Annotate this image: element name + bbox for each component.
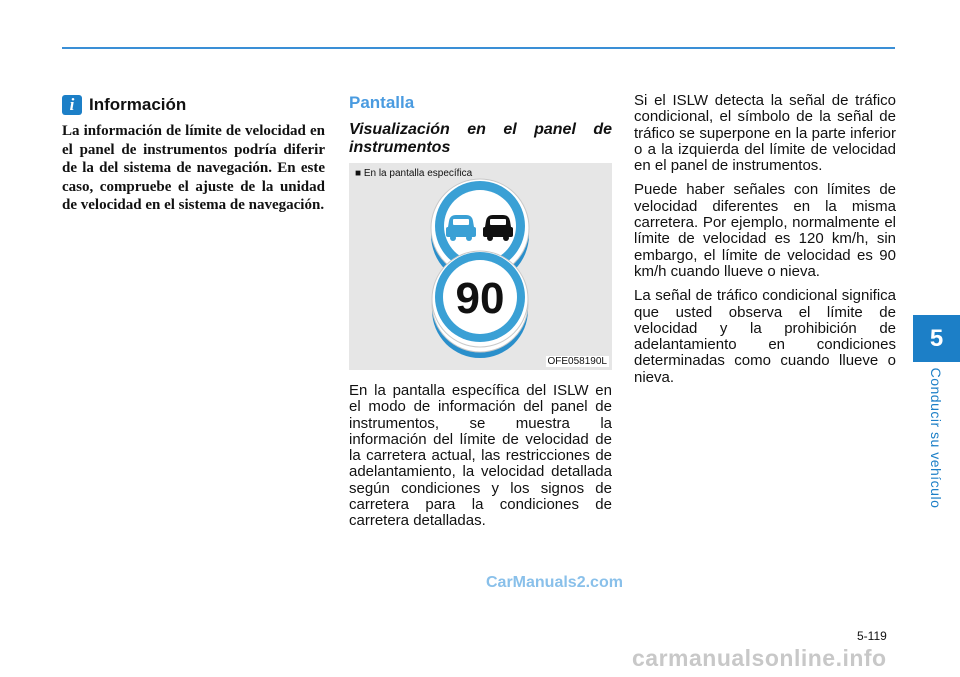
watermark-link[interactable]: CarManuals2.com (486, 574, 623, 591)
info-title: Información (89, 95, 187, 114)
info-heading (62, 95, 186, 115)
speed-limit-value: 90 (455, 274, 505, 323)
figure-caption: ■ En la pantalla específica (355, 168, 473, 179)
section-subtitle: Visualización en el panel de instrumentos (349, 121, 612, 156)
chapter-label: Conducir su vehículo (928, 367, 944, 509)
chapter-tab[interactable] (913, 315, 960, 362)
watermark-footer: carmanualsonline.info (632, 645, 887, 671)
right-column (634, 93, 896, 394)
speed-limit-sign-stack (432, 251, 528, 358)
info-body: La información de límite de velocidad en el panel de instrumentos podría diferir de la del sistema de navegación. En este caso, compruebe el ajuste de la unidad de velocidad en el sistema de navegación. (62, 123, 325, 213)
header-rule (62, 47, 895, 49)
info-icon: i (62, 95, 82, 115)
paragraph-1: Si el ISLW detecta la señal de tráfico condicional, el símbolo de la señal de tráfico se superpone en la parte inferior o a la izquierda del límite de velocidad en el panel de instrumentos. (634, 92, 896, 175)
paragraph-3: La señal de tráfico condicional significa que usted observa el límite de velocidad y la prohibición de adelantamiento en condiciones determinadas como cuando llueve o nieva. (634, 287, 896, 386)
chapter-number: 5 (929, 324, 944, 352)
paragraph-2: Puede haber señales con límites de velocidad diferentes en la misma carretera. Por ejemplo, normalmente el límite de velocidad es 120 km/h, sin embargo, el límite de velocidad es 90 km/h cuando llueve o nieva. (634, 181, 896, 280)
cluster-figure (349, 163, 612, 370)
section-title: Pantalla (349, 93, 415, 112)
figure-code: OFE058190L (547, 356, 607, 367)
pantalla-body: En la pantalla específica del ISLW en el modo de información del panel de instrumentos, se muestra la información del límite de velocidad de la carretera actual, las restricciones de adelantamiento, la velocidad detallada según condiciones y los signos de carretera para la condiciones de carretera detalladas. (349, 382, 612, 530)
page-number: 5-119 (857, 629, 887, 643)
traffic-signs-illustration (349, 163, 612, 370)
